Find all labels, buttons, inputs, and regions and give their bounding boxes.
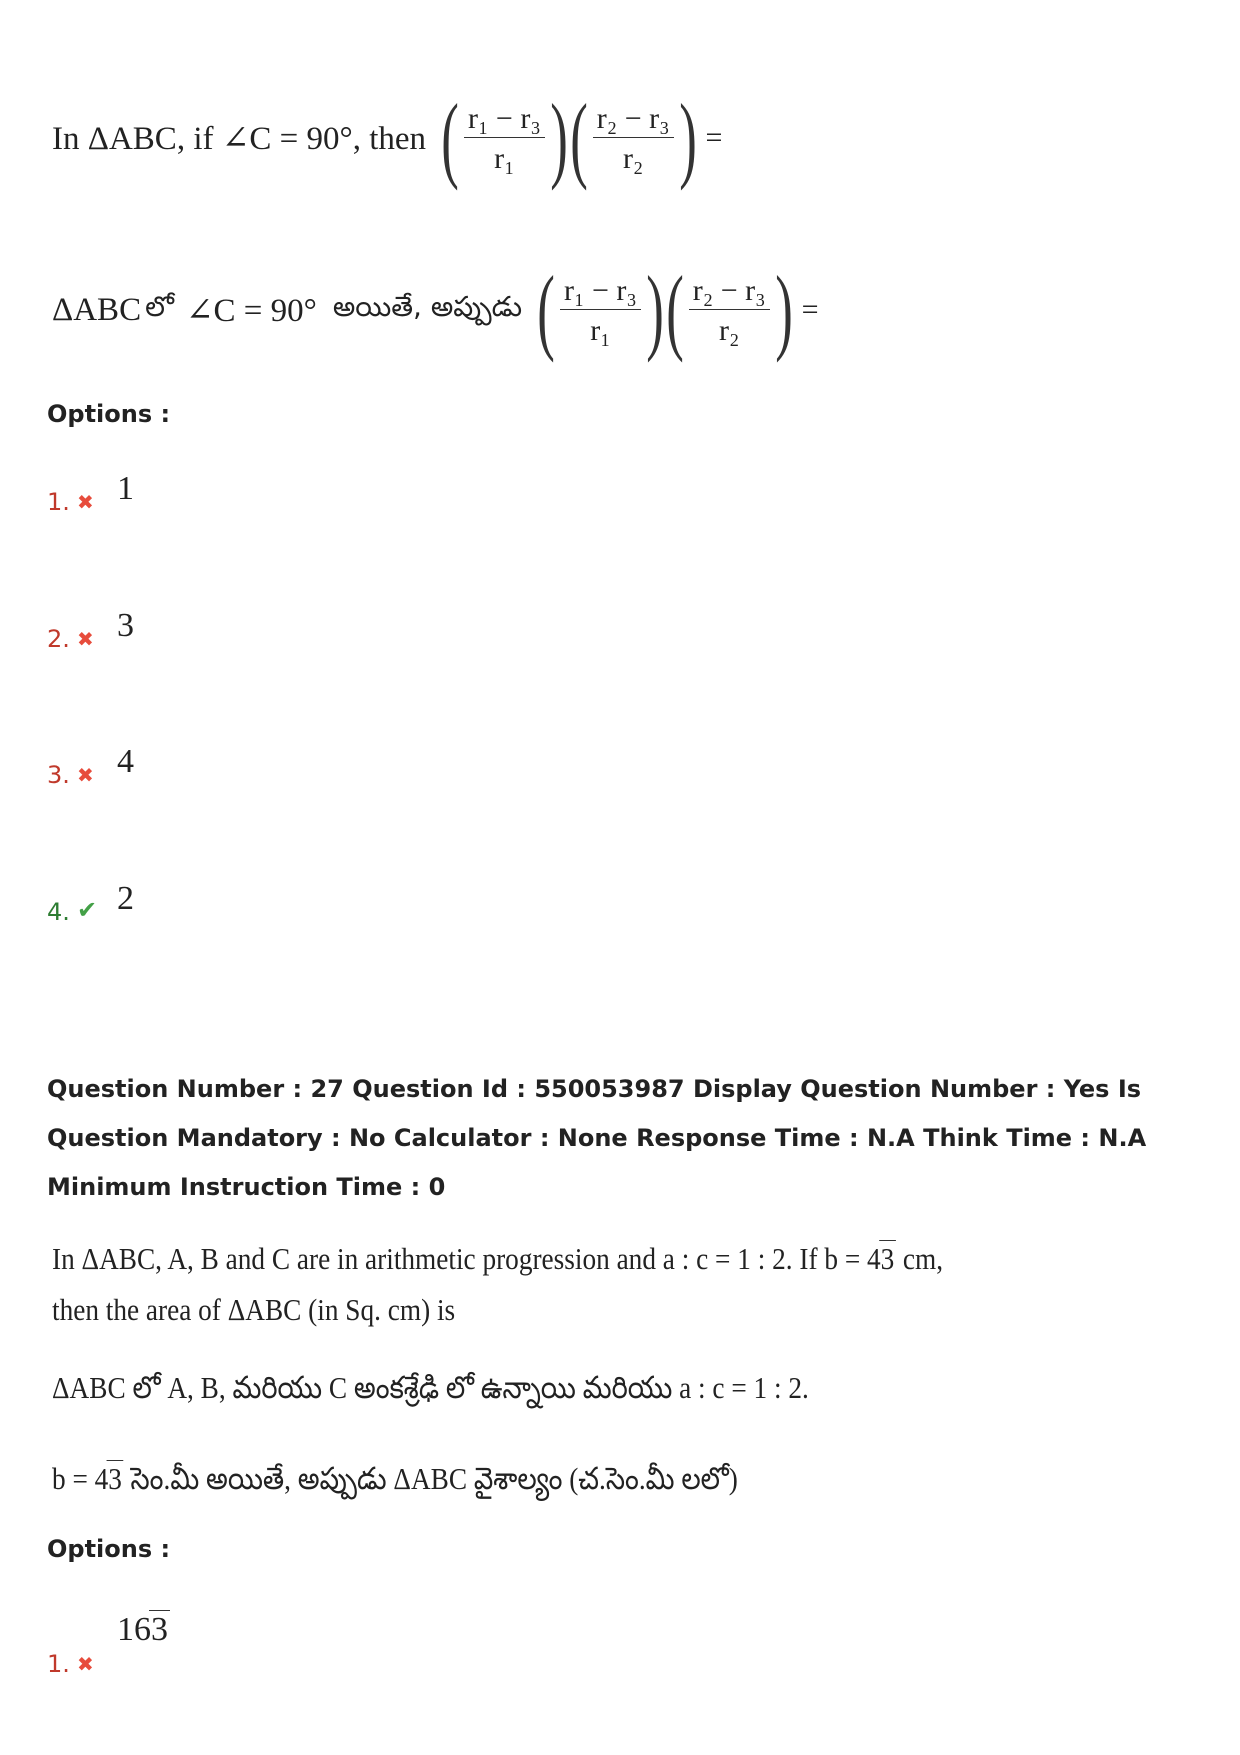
check-icon: ✔ <box>77 896 98 924</box>
question-telugu-line: ΔABC లో ∠C = 90° అయితే, అప్పుడు ( $\frac{\text{r₁ − r₃}}{\text{r₁}}$ ) ( $\frac{\text{r₂ − r₃}}{\text{r₂}}$ ) = <box>52 256 819 363</box>
question-english-prefix: In ΔABC, if ∠C = 90°, then <box>52 121 427 157</box>
option-4[interactable]: 4. ✔ 2 <box>47 880 134 926</box>
options-label: Options : <box>47 400 171 428</box>
option-1[interactable]: 1. ✖ 163 <box>47 1611 168 1678</box>
option-3[interactable]: 3. ✖ 4 <box>47 743 134 789</box>
cross-icon: ✖ <box>77 490 94 514</box>
options-label: Options : <box>47 1535 171 1563</box>
question-meta: Question Number : 27 Question Id : 550053987 Display Question Number : Yes Is Question Mandatory : No Calculator : None Response Time : N.A Think Time : N.A Minimum Instruction Time : 0 <box>47 1075 1147 1201</box>
option-1[interactable]: 1. ✖ 1 <box>47 470 134 516</box>
fraction-product: ( $\frac{\text{r₁ − r₃}}{\text{r₁}}$ ) ( $\frac{\text{r₂ − r₃}}{\text{r₂}}$ ) = <box>441 84 723 191</box>
cross-icon: ✖ <box>77 1652 94 1676</box>
fraction-1: $\frac{\text{r₁ − r₃}}{\text{r₁}}$ <box>460 102 549 175</box>
question-telugu-line-1: ΔABC లో A, B, మరియు C అంకశ్రేఢి లో ఉన్నాయి మరియు a : c = 1 : 2. <box>52 1370 809 1405</box>
question-english-line-1: In ΔABC, A, B and C are in arithmetic progression and a : c = 1 : 2. If b = 43 cm, <box>52 1241 944 1276</box>
cross-icon: ✖ <box>77 763 94 787</box>
fraction-product-telugu: ( $\frac{\text{r₁ − r₃}}{\text{r₁}}$ ) ( $\frac{\text{r₂ − r₃}}{\text{r₂}}$ ) = <box>537 256 819 363</box>
question-english-line <box>52 84 723 191</box>
fraction-2: $\frac{\text{r₂ − r₃}}{\text{r₂}}$ <box>589 102 678 175</box>
option-2[interactable]: 2. ✖ 3 <box>47 607 134 653</box>
cross-icon: ✖ <box>77 627 94 651</box>
question-english-line-2: then the area of ΔABC (in Sq. cm) is <box>52 1292 456 1327</box>
question-telugu-line-2: b = 43 సెం.మీ అయితే, అప్పుడు ΔABC వైశాల్యం (చ.సెం.మీ లలో) <box>52 1461 738 1496</box>
